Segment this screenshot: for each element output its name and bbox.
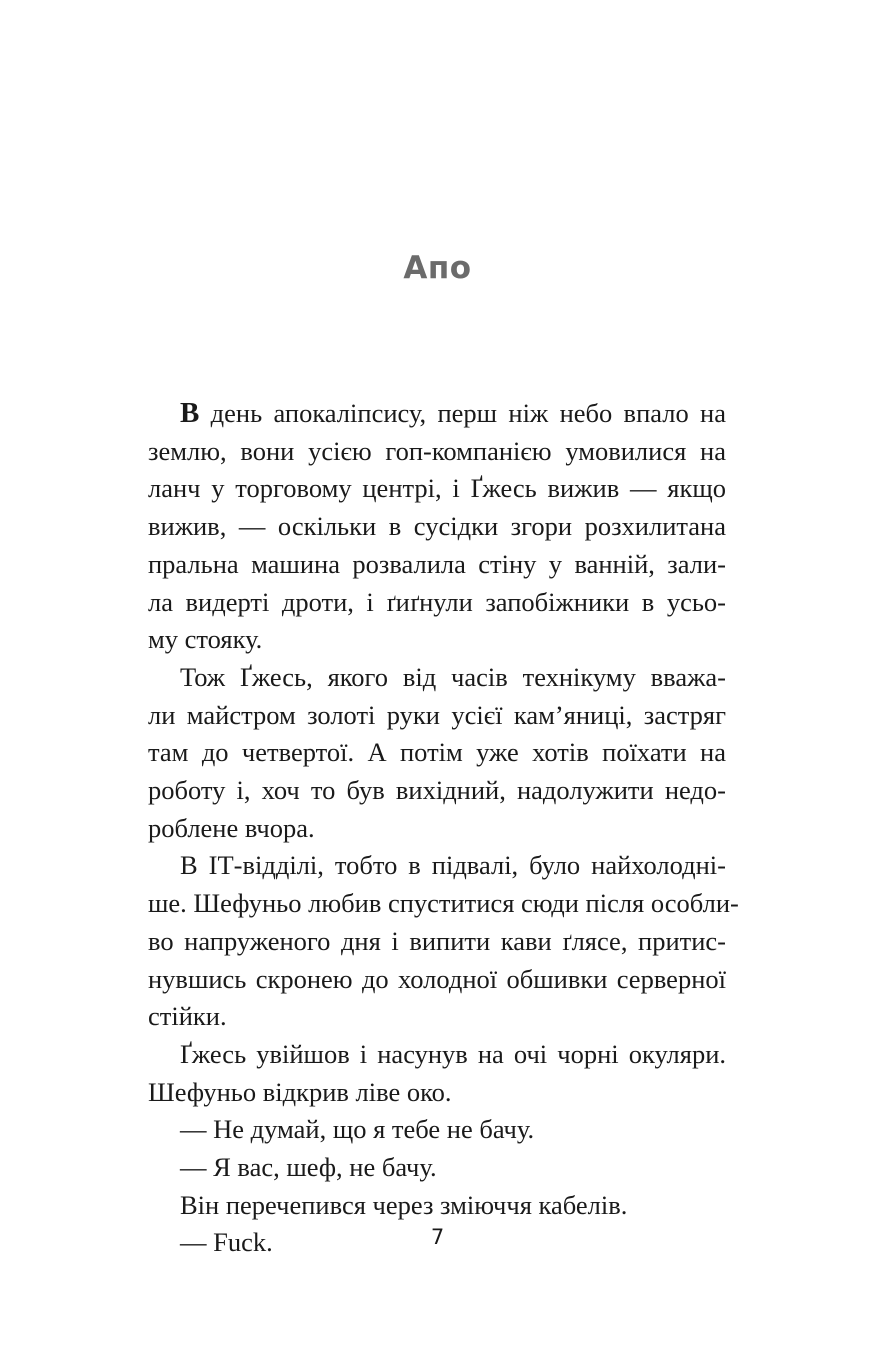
text-line: Ґжесь увійшов і насунув на очі чорні окуляри. <box>180 1038 726 1069</box>
dialogue-line <box>148 1111 726 1149</box>
paragraph <box>148 1187 726 1225</box>
text-line: ше. Шефуньо любив спуститися сюди після особли- <box>148 888 739 919</box>
text-line: пральна машина розвалила стіну у ванній, зали- <box>148 548 726 579</box>
text-line: — Я вас, шеф, не бачу. <box>180 1152 437 1183</box>
text-line: роботу і, хоч то був вихідний, надолужити недо- <box>148 775 726 806</box>
text-line: Тож Ґжесь, якого від часів технікуму вважа- <box>180 661 726 692</box>
text-line: во напруженого дня і випити кави ґлясе, притис- <box>148 925 726 956</box>
text-line: В день апокаліпсису, перш ніж небо впало на <box>180 397 726 429</box>
text-line: му стояку. <box>148 624 263 655</box>
text-line: ла видерті дроти, і ґиґнули запобіжники в усьо- <box>148 586 726 617</box>
text-line: нувшись скронею до холодної обшивки серверної <box>148 963 726 994</box>
text-line: Шефуньо відкрив ліве око. <box>148 1076 452 1107</box>
dialogue-line <box>148 1149 726 1187</box>
body-text <box>148 395 739 1262</box>
drop-cap: В <box>180 397 200 429</box>
page-number: 7 <box>430 1225 445 1249</box>
paragraph <box>148 659 726 848</box>
text-line: ланч у торговому центрі, і Ґжесь вижив — якщо <box>148 473 726 504</box>
text-line: Він перечепився через зміюччя кабелів. <box>180 1189 628 1220</box>
text-line: землю, вони усією гоп-компанією умовилися на <box>148 435 726 466</box>
text-line: роблене вчора. <box>148 812 315 843</box>
paragraph <box>148 395 726 659</box>
chapter-title: Апо <box>403 250 472 286</box>
text-line: — Fuck. <box>180 1227 273 1258</box>
text-line: В ІТ-відділі, тобто в підвалі, було найхолодні- <box>180 850 726 881</box>
paragraph <box>148 1036 726 1111</box>
text-line: вижив, — оскільки в сусідки згори розхилитана <box>148 511 726 542</box>
text-line: стійки. <box>148 1001 227 1032</box>
paragraph <box>148 847 739 1036</box>
text-line: — Не думай, що я тебе не бачу. <box>180 1114 535 1145</box>
text-line: ли майстром золоті руки усієї кам’яниці, застряг <box>148 699 726 730</box>
text-line: там до четвертої. А потім уже хотів поїхати на <box>148 737 726 768</box>
